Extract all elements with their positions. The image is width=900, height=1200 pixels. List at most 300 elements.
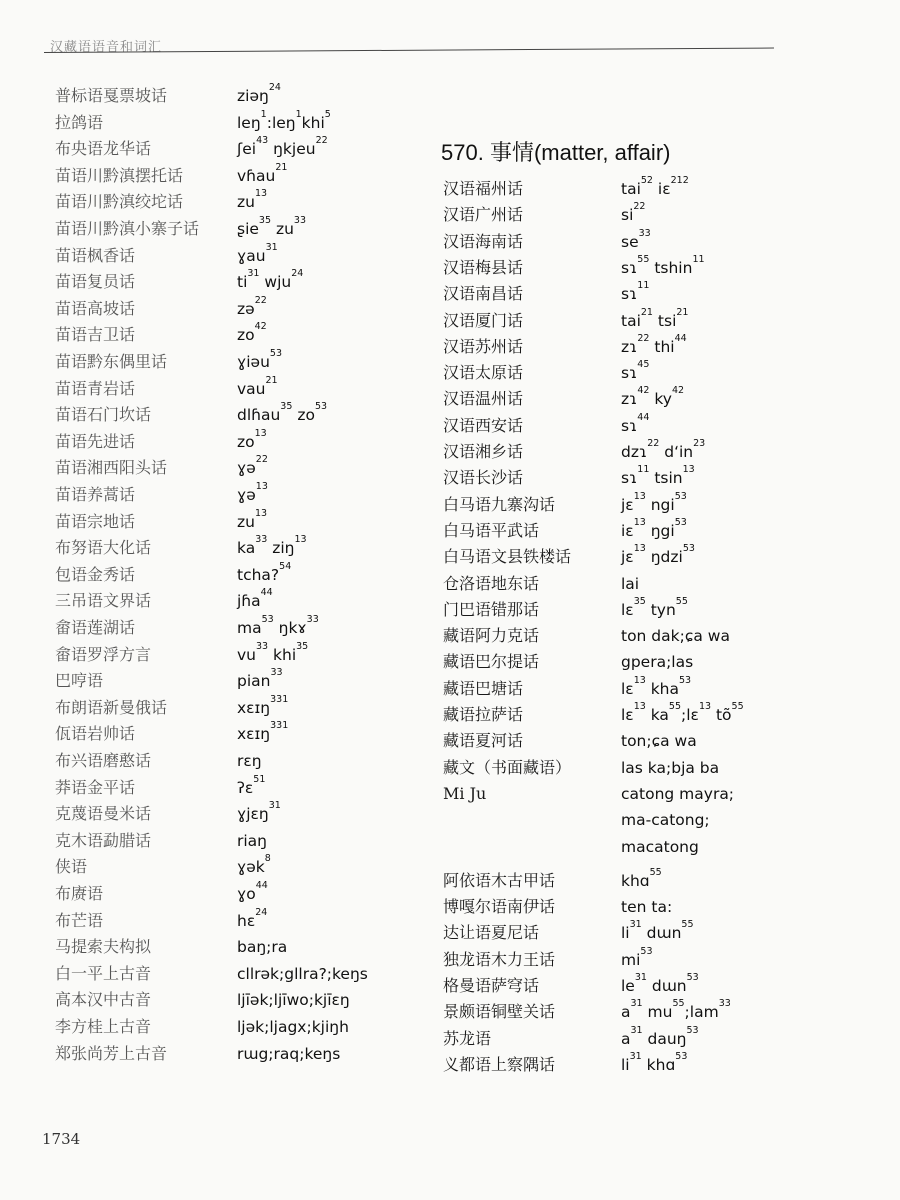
language-name: 苗语川黔滇摆托话 (55, 165, 184, 185)
word-form (621, 332, 687, 359)
form-segment: iɛ (621, 521, 634, 540)
language-name: 李方桂上古音 (55, 1017, 152, 1036)
tone-number: 31 (630, 998, 643, 1010)
word-form (621, 440, 705, 464)
tone-number: 54 (279, 560, 292, 572)
language-name: 独龙语木力王话 (443, 949, 556, 969)
language-name: 佤语岩帅话 (55, 724, 136, 744)
word-form (237, 1015, 349, 1039)
tone-number: 33 (293, 215, 306, 226)
tone-number: 55 (731, 701, 744, 712)
language-name: 布赓语 (55, 884, 104, 903)
form-segment: khɑ (621, 871, 650, 890)
word-form (621, 411, 650, 438)
tone-number: 24 (291, 268, 304, 280)
language-name: Mi Ju (443, 783, 487, 803)
language-name: 克木语勐腊话 (55, 830, 152, 850)
language-name: 达让语夏尼话 (443, 923, 540, 943)
tone-number: 1 (260, 108, 267, 120)
tone-number: 35 (296, 640, 309, 652)
tone-number: 53 (675, 1050, 688, 1062)
form-segment: lai (621, 574, 640, 593)
language-name: 布央语龙华话 (55, 139, 152, 159)
form-segment: vu (237, 645, 256, 664)
language-name: 义都语上察隅话 (443, 1054, 556, 1074)
word-form (237, 988, 350, 1012)
language-name: 白马语文县铁楼话 (443, 547, 572, 567)
tone-number: 51 (253, 773, 266, 785)
tone-number: 13 (254, 427, 267, 439)
word-form (621, 1050, 688, 1077)
form-segment: ʂie (237, 220, 259, 238)
tone-number: 33 (306, 614, 319, 625)
word-form (237, 403, 327, 427)
tone-number: 31 (630, 1024, 643, 1036)
language-name: 汉语温州话 (443, 389, 524, 409)
language-name: 藏语巴塘话 (443, 678, 524, 698)
form-segment: riaŋ (237, 831, 268, 850)
language-name: 郑张尚芳上古音 (55, 1043, 168, 1063)
language-name: 汉语福州话 (443, 179, 524, 198)
word-form (237, 84, 281, 108)
tone-number: 11 (692, 253, 705, 265)
form-segment: iɛ (652, 180, 671, 198)
form-segment: ɣjɛŋ (237, 805, 269, 824)
tone-number: 22 (633, 201, 646, 213)
word-form (237, 270, 303, 294)
form-segment: cllrək;gllra?;keŋs (237, 964, 368, 983)
tone-number: 31 (268, 800, 281, 812)
language-name: 汉语湘乡话 (443, 442, 524, 461)
form-segment: tshin (649, 258, 693, 277)
tone-number: 13 (682, 464, 695, 476)
form-segment: jɦa (237, 592, 261, 611)
word-form (237, 560, 292, 587)
tone-number: 11 (637, 464, 650, 476)
word-form (621, 945, 653, 972)
form-segment: ŋkjeu (268, 140, 316, 159)
form-segment: a (621, 1029, 631, 1048)
tone-number: 13 (294, 534, 307, 546)
tone-number: 42 (671, 385, 685, 397)
language-name: 畲语莲湖话 (55, 618, 136, 637)
tone-number: 13 (254, 507, 268, 519)
form-segment: tsin (649, 469, 683, 488)
form-segment: ton dak;ɕa wa (621, 627, 730, 646)
language-name: 门巴语错那话 (443, 599, 540, 619)
word-form (237, 323, 267, 347)
form-segment: ɣə (237, 486, 256, 504)
form-segment: zɿ (621, 390, 638, 409)
language-name: 高本汉中古音 (55, 990, 152, 1010)
language-name: 汉语梅县话 (443, 257, 524, 277)
word-form (621, 361, 649, 385)
word-form (237, 350, 282, 374)
language-name: 布芒语 (55, 910, 104, 930)
tone-number: 22 (637, 332, 650, 344)
word-form (237, 722, 288, 746)
form-segment: ziŋ (267, 539, 295, 558)
tone-number: 53 (640, 945, 653, 957)
word-form (237, 108, 331, 135)
word-form (237, 507, 268, 534)
tone-number: 43 (256, 135, 269, 147)
form-segment: le (621, 977, 635, 995)
page-number: 1734 (42, 1130, 81, 1148)
tone-number: 44 (674, 332, 687, 344)
language-name: 畲语罗浮方言 (55, 644, 152, 664)
form-segment: ɣiəu (237, 353, 270, 371)
form-segment: gpera;las (621, 653, 694, 672)
form-segment: baŋ;ra (237, 938, 288, 957)
word-form (237, 217, 306, 241)
tone-number: 35 (258, 215, 272, 226)
language-name: 布努语大化话 (55, 538, 152, 558)
form-segment: lɛ (621, 679, 634, 698)
form-segment: li (621, 924, 630, 943)
language-name: 苗语川黔滇绞坨话 (55, 192, 184, 212)
language-name: 巴哼语 (55, 671, 104, 691)
language-name: 苗语养蒿话 (55, 485, 136, 504)
word-form (237, 161, 288, 188)
form-segment: si (621, 206, 634, 225)
form-segment: dʻin (659, 443, 694, 461)
tone-number: 13 (633, 674, 646, 686)
form-segment: wju (259, 273, 292, 292)
language-name: 苗语黔东偶里话 (55, 352, 168, 371)
tone-number: 24 (268, 82, 281, 93)
form-segment: dlɦau (237, 406, 281, 425)
tone-number: 13 (254, 188, 268, 200)
form-segment: kha (645, 679, 680, 698)
tone-number: 5 (324, 108, 331, 120)
language-name: 汉语西安话 (443, 415, 524, 435)
word-form (621, 490, 687, 517)
running-header: 汉藏语语音和词汇 (50, 40, 163, 55)
word-form (237, 882, 268, 906)
language-name: 拉鸽语 (55, 112, 104, 132)
form-segment: sɿ (621, 364, 638, 383)
form-segment: tai (621, 311, 641, 330)
form-segment: dɯn (646, 977, 687, 995)
form-segment: :leŋ (266, 113, 296, 132)
tone-number: 53 (686, 972, 699, 983)
form-segment: jɛ (621, 495, 634, 514)
form-segment: a (621, 1003, 631, 1022)
word-form (621, 306, 689, 333)
word-form (621, 203, 645, 227)
language-name: 苗语枫香话 (55, 245, 136, 265)
language-name: 博嘎尔语南伊话 (443, 897, 556, 917)
word-form (621, 466, 695, 490)
form-segment: zo (237, 326, 255, 345)
word-form (621, 895, 672, 919)
word-form (237, 906, 268, 933)
language-name: 藏文（书面藏语） (443, 757, 572, 777)
form-segment: xɛɪŋ (237, 725, 271, 744)
form-segment: vau (237, 379, 266, 398)
tone-number: 35 (280, 401, 293, 413)
form-segment: tsi (652, 311, 677, 330)
tone-number: 45 (637, 359, 650, 371)
form-segment: zu (271, 220, 294, 238)
tone-number: 55 (672, 998, 685, 1010)
tone-number: 44 (255, 880, 268, 891)
language-name: 仓洛语地东话 (443, 573, 540, 593)
form-segment: ʔɛ (237, 778, 254, 797)
tone-number: 11 (637, 280, 650, 292)
language-name: 克蔑语曼米话 (55, 804, 152, 824)
form-segment: ɣo (237, 885, 256, 903)
tone-number: 42 (254, 321, 267, 333)
language-name: 苗语湘西阳头话 (55, 458, 168, 478)
word-form (237, 640, 309, 667)
entry-number: 570. (441, 140, 484, 165)
language-name: 苗语宗地话 (55, 511, 136, 531)
tone-number: 21 (275, 161, 288, 173)
tone-number: 53 (314, 401, 328, 413)
tone-number: 21 (640, 306, 653, 318)
tone-number: 55 (681, 919, 694, 931)
form-segment: zo (292, 406, 315, 425)
form-segment: zu (237, 193, 255, 212)
form-segment: ɣau (237, 246, 266, 265)
language-name: 汉语南昌话 (443, 284, 524, 304)
word-form (237, 669, 283, 693)
tone-number: 23 (693, 438, 706, 449)
tone-number: 31 (629, 1050, 642, 1062)
form-segment: ma-catong; (621, 811, 710, 830)
word-form (237, 1042, 340, 1066)
word-form (237, 190, 267, 214)
word-form (621, 835, 699, 859)
word-form (621, 282, 649, 306)
form-segment: thi (649, 337, 675, 356)
tone-number: 53 (674, 516, 687, 528)
tone-number: 212 (670, 175, 689, 186)
language-name: 苗语青岩话 (55, 378, 136, 398)
word-form (621, 253, 705, 280)
tone-number: 53 (674, 490, 687, 502)
form-segment: xɛɪŋ (237, 698, 271, 717)
language-name: 藏语夏河话 (443, 731, 524, 751)
form-segment: ziəŋ (237, 87, 269, 105)
form-segment: ŋkɤ (273, 619, 307, 637)
form-segment: leŋ (237, 113, 261, 132)
language-name: 苗语川黔滇小寨子话 (55, 219, 200, 238)
form-segment: tõ (711, 706, 732, 724)
language-name: 布朗语新曼俄话 (55, 697, 168, 717)
language-name: 白马语九寨沟话 (443, 494, 556, 514)
form-segment: pian (237, 672, 271, 691)
word-form (237, 935, 287, 959)
form-segment: ma (237, 619, 262, 637)
form-segment: catong mayra; (621, 784, 735, 803)
form-segment: ;lam (684, 1003, 719, 1022)
form-segment: tcha? (237, 565, 280, 584)
word-form (621, 921, 694, 945)
tone-number: 331 (270, 720, 289, 732)
tone-number: 8 (264, 853, 271, 865)
language-name: 苗语高坡话 (55, 298, 136, 318)
tone-number: 21 (676, 306, 689, 318)
form-segment: zɿ (621, 337, 638, 356)
language-name: 苗语吉卫话 (55, 325, 136, 345)
form-segment: se (621, 232, 639, 251)
tone-number: 31 (265, 241, 278, 253)
word-form (237, 693, 289, 720)
tone-number: 31 (629, 919, 642, 931)
language-name: 普标语戛票坡话 (55, 86, 168, 105)
word-form (621, 545, 695, 569)
form-segment: jɛ (621, 548, 634, 567)
word-form (621, 624, 730, 648)
word-form (237, 855, 271, 879)
form-segment: zo (237, 432, 255, 451)
word-form (621, 782, 734, 806)
language-name: 景颇语铜壁关话 (443, 1002, 556, 1022)
word-form (237, 749, 262, 773)
word-form (237, 456, 268, 480)
language-name: 三吊语文界话 (55, 591, 152, 611)
tone-number: 13 (633, 490, 646, 502)
tone-number: 22 (254, 294, 267, 306)
form-segment: sɿ (621, 469, 638, 488)
language-name: 马提索夫构拟 (55, 937, 152, 957)
word-form (237, 137, 328, 161)
form-segment: hɛ (237, 911, 256, 930)
language-name: 汉语苏州话 (443, 336, 524, 356)
word-form (621, 1000, 731, 1024)
form-segment: ton;ɕa wa (621, 732, 697, 751)
word-form (237, 427, 267, 454)
tone-number: 52 (640, 175, 653, 186)
language-name: 苗语石门坎话 (55, 405, 152, 425)
tone-number: 33 (638, 227, 651, 239)
form-segment: ngi (645, 495, 675, 514)
tone-number: 13 (633, 701, 646, 712)
form-segment: ŋdzi (645, 548, 683, 567)
language-name: 汉语长沙话 (443, 468, 524, 488)
form-segment: ti (237, 273, 248, 292)
form-segment: dɯn (641, 924, 682, 943)
form-segment: khɑ (641, 1055, 676, 1074)
word-form (621, 650, 693, 674)
tone-number: 22 (647, 438, 660, 449)
word-form (621, 808, 710, 832)
form-segment: ʃei (237, 140, 257, 159)
entry-title (441, 136, 670, 167)
form-segment: lɛ (621, 706, 634, 724)
tone-number: 1 (295, 108, 302, 120)
tone-number: 53 (269, 348, 282, 359)
tone-number: 53 (679, 674, 692, 686)
word-form (621, 729, 697, 753)
word-form (621, 177, 689, 201)
form-segment: sɿ (621, 416, 638, 435)
word-form (621, 866, 662, 893)
form-segment: macatong (621, 837, 699, 856)
tone-number: 13 (633, 516, 646, 528)
form-segment: ;lɛ (681, 706, 699, 724)
language-name: 包语金秀话 (55, 564, 136, 584)
form-segment: ka (645, 706, 669, 724)
tone-number: 53 (686, 1024, 699, 1036)
word-form (621, 227, 651, 254)
tone-number: 55 (675, 595, 688, 607)
word-form (621, 516, 687, 543)
tone-number: 55 (649, 866, 662, 878)
language-name: 藏语拉萨话 (443, 705, 524, 724)
form-segment: ŋgi (645, 521, 675, 540)
word-form (237, 294, 267, 321)
word-form (237, 829, 267, 853)
language-name: 藏语阿力克话 (443, 626, 540, 646)
form-segment: zu (237, 512, 255, 531)
word-form (621, 674, 692, 701)
form-segment: li (621, 1055, 630, 1074)
form-segment: zə (237, 299, 255, 318)
word-form (621, 974, 699, 998)
tone-number: 33 (256, 640, 269, 652)
word-form (237, 483, 268, 507)
form-segment: tyn (645, 600, 676, 619)
word-form (621, 572, 639, 596)
form-segment: ten ta: (621, 898, 673, 917)
tone-number: 331 (270, 693, 289, 705)
tone-number: 53 (682, 543, 695, 555)
tone-number: 13 (698, 701, 712, 712)
tone-number: 13 (255, 481, 268, 492)
language-name: 汉语广州话 (443, 205, 524, 225)
word-form (237, 241, 278, 268)
tone-number: 24 (255, 906, 268, 918)
language-name: 格曼语萨穹话 (443, 976, 540, 995)
word-form (621, 1024, 699, 1051)
language-name: 汉语海南话 (443, 231, 524, 251)
language-name: 阿依语木古甲话 (443, 870, 556, 890)
tone-number: 22 (315, 135, 328, 147)
word-form (237, 589, 273, 613)
word-form (621, 703, 744, 727)
form-segment: khi (301, 113, 325, 132)
tone-number: 31 (247, 268, 260, 280)
language-name: 苗语先进话 (55, 431, 136, 451)
form-segment: khi (268, 645, 297, 664)
word-form (237, 536, 307, 560)
tone-number: 33 (270, 667, 283, 679)
form-segment: dauŋ (642, 1029, 687, 1048)
tone-number: 44 (637, 411, 650, 423)
language-name: 汉语太原话 (443, 363, 524, 383)
tone-number: 35 (633, 595, 646, 607)
language-name: 藏语巴尔提话 (443, 652, 540, 672)
tone-number: 55 (637, 253, 650, 265)
form-segment: ɣək (237, 858, 265, 877)
form-segment: ljīək;ljīwo;kjīɛŋ (237, 991, 350, 1010)
form-segment: ky (649, 390, 672, 409)
word-form (237, 374, 278, 401)
form-segment: las ka;bja ba (621, 758, 720, 777)
form-segment: sɿ (621, 285, 638, 304)
form-segment: sɿ (621, 258, 638, 277)
tone-number: 13 (633, 543, 646, 555)
form-segment: rɛŋ (237, 752, 262, 770)
language-name: 白一平上古音 (55, 963, 152, 983)
form-segment: dzɿ (621, 443, 648, 461)
language-name: 苏龙语 (443, 1028, 492, 1048)
language-name: 苗语复员话 (55, 272, 136, 292)
